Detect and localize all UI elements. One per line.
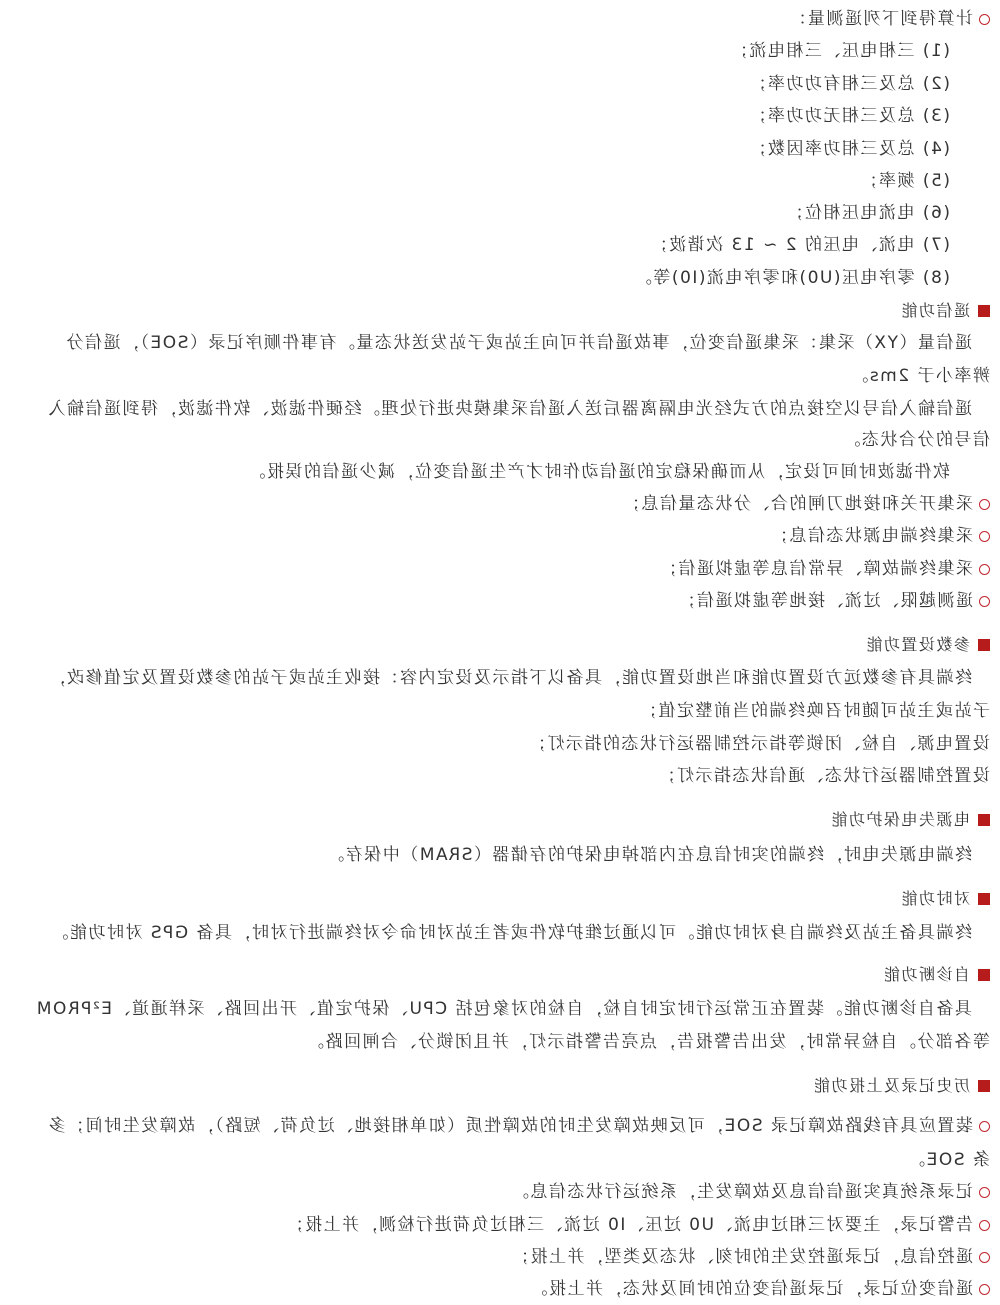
heading-text: 对时功能 [899, 889, 970, 908]
list-item [0, 265, 990, 291]
square-bullet-icon [978, 893, 990, 905]
paragraph-line [18, 1029, 990, 1055]
list-item [0, 71, 990, 97]
heading-text: 自诊断功能 [882, 965, 970, 984]
line-text: 遥测越限、过流、接地等虚拟遥信； [677, 591, 973, 611]
circle-bullet-icon [979, 564, 990, 575]
line-text: 信号的分合状态。 [842, 430, 990, 450]
line-text: (7) 电流、电压的 2 ~ 13 次谐波； [649, 235, 950, 255]
list-item [18, 556, 990, 582]
line-text: 遥信变位记录，记录遥信变位的时间及状态，并上报。 [529, 1279, 973, 1299]
square-bullet-icon [978, 639, 990, 651]
line-text: (3) 总及三相无功功率； [748, 106, 950, 126]
paragraph-line [0, 459, 990, 485]
line-text: 遥控信息，记录遥控发生的时刻、状态及类型，并上报； [510, 1247, 973, 1267]
paragraph-line [18, 363, 990, 389]
line-text: 告警记录，主要对三相过电流、U0 过压、I0 过流、三相过负荷进行检测，并上报； [285, 1215, 973, 1235]
line-text: 具备自诊断功能。装置在正常运行时定时自检，自检的对象包括 CPU、保护定值、开出回路、采样通道、E²PROM [35, 999, 972, 1019]
square-bullet-icon [978, 969, 990, 981]
line-text: 终端具有参数远方设置功能和当地设置功能，具备以下指示及设定内容：接收主站或子站的参数设置及定值修改， [47, 668, 972, 688]
paragraph-line [18, 763, 990, 789]
section-heading [18, 1073, 990, 1099]
heading-text: 遥信功能 [899, 301, 970, 320]
line-text: (2) 总及三相有功功率； [748, 74, 950, 94]
list-item [18, 1244, 990, 1270]
line-text: 子站或主站可随时召唤终端的当前整定值； [638, 701, 990, 721]
line-text: (6) 电流电压相位； [785, 203, 950, 223]
line-text: 计算得到下列遥测量： [788, 9, 973, 29]
line-text: 采集开关和接地刀闸的合、分状态量信息； [621, 494, 973, 514]
list-item [0, 38, 990, 64]
section-heading [18, 807, 990, 833]
heading-text: 参数设置功能 [864, 635, 970, 654]
paragraph-line [18, 1147, 990, 1173]
list-item [0, 200, 990, 226]
list-item [18, 1113, 990, 1139]
line-text: 遥信输入信号以空接点的方式经光电隔离器后送入遥信采集模块进行处理。经硬件滤波、软件滤波，得到遥信输入 [47, 399, 972, 419]
list-item [18, 588, 990, 614]
list-item [18, 6, 990, 32]
paragraph-line [18, 698, 990, 724]
line-text: 条 SOE。 [906, 1150, 990, 1170]
paragraph-line [0, 996, 990, 1022]
line-text: 终端具备主站及终端自身对时功能。可以通过维护软件或者主站对时命令对终端进行对时，具备 GPS 对时功能。 [49, 923, 972, 943]
line-text: 记录系统真实遥信信息及故障发生，系统运行状态信息。 [510, 1182, 973, 1202]
line-text: 设置控制器运行状态、通信状态指示灯； [657, 766, 990, 786]
line-text: 软件滤波时间可设定，从而确保稳定的遥信动作时才产生遥信变位，减少遥信的误报。 [247, 462, 950, 482]
circle-bullet-icon [979, 1220, 990, 1231]
line-text: 采集终端电源状态信息； [769, 526, 973, 546]
section-heading [18, 886, 990, 912]
circle-bullet-icon [979, 499, 990, 510]
line-text: (4) 总及三相功率因数； [748, 139, 950, 159]
line-text: 采集终端故障、异常信息等虚拟遥信； [658, 559, 973, 579]
line-text: 终端电源失电时，终端的实时信息在内部掉电保护的存储器（SRAM）中保存。 [325, 845, 972, 865]
list-item [0, 136, 990, 162]
line-text: 遥信量（YX）采集：采集遥信变位，事故遥信并可向主站或子站发送状态量。有事件顺序记录（SOE），遥信分 [65, 333, 972, 353]
list-item [18, 1276, 990, 1302]
line-text: (8) 零序电压(U0)和零序电流(I0)等。 [633, 268, 950, 288]
circle-bullet-icon [979, 596, 990, 607]
line-text: 设置电源、自检、闭锁等指示控制器运行状态的指示灯； [527, 734, 990, 754]
line-text: 辨率小于 2ms。 [849, 366, 990, 386]
line-text: 装置应具有线路故障记录 SOE，可反映故障发生时的故障性质（如单相接地、过负荷、短路），故障发生时间；多 [47, 1116, 973, 1136]
paragraph-line [18, 731, 990, 757]
square-bullet-icon [978, 305, 990, 317]
list-item [0, 168, 990, 194]
section-heading [18, 632, 990, 658]
list-item [18, 491, 990, 517]
list-item [18, 523, 990, 549]
circle-bullet-icon [979, 1284, 990, 1295]
paragraph-line [18, 427, 990, 453]
line-text: (5) 频率； [859, 171, 950, 191]
list-item [0, 232, 990, 258]
paragraph-line [0, 665, 990, 691]
square-bullet-icon [978, 814, 990, 826]
heading-text: 电源失电保护功能 [829, 810, 970, 829]
list-item [18, 1179, 990, 1205]
list-item [0, 103, 990, 129]
circle-bullet-icon [979, 1252, 990, 1263]
list-item [18, 1212, 990, 1238]
line-text: (1) 三相电压、三相电流； [729, 41, 950, 61]
circle-bullet-icon [979, 14, 990, 25]
heading-text: 历史记录及上报功能 [812, 1076, 970, 1095]
square-bullet-icon [978, 1080, 990, 1092]
section-heading [18, 298, 990, 324]
circle-bullet-icon [979, 531, 990, 542]
paragraph-line [0, 330, 990, 356]
section-heading [18, 962, 990, 988]
paragraph-line [0, 396, 990, 422]
circle-bullet-icon [979, 1121, 990, 1132]
circle-bullet-icon [979, 1187, 990, 1198]
paragraph-line [0, 920, 990, 946]
line-text: 等各部分。自检异常时，发出告警报告，点亮告警指示灯，并且闭锁分、合闸回路。 [305, 1032, 990, 1052]
paragraph-line [0, 842, 990, 868]
